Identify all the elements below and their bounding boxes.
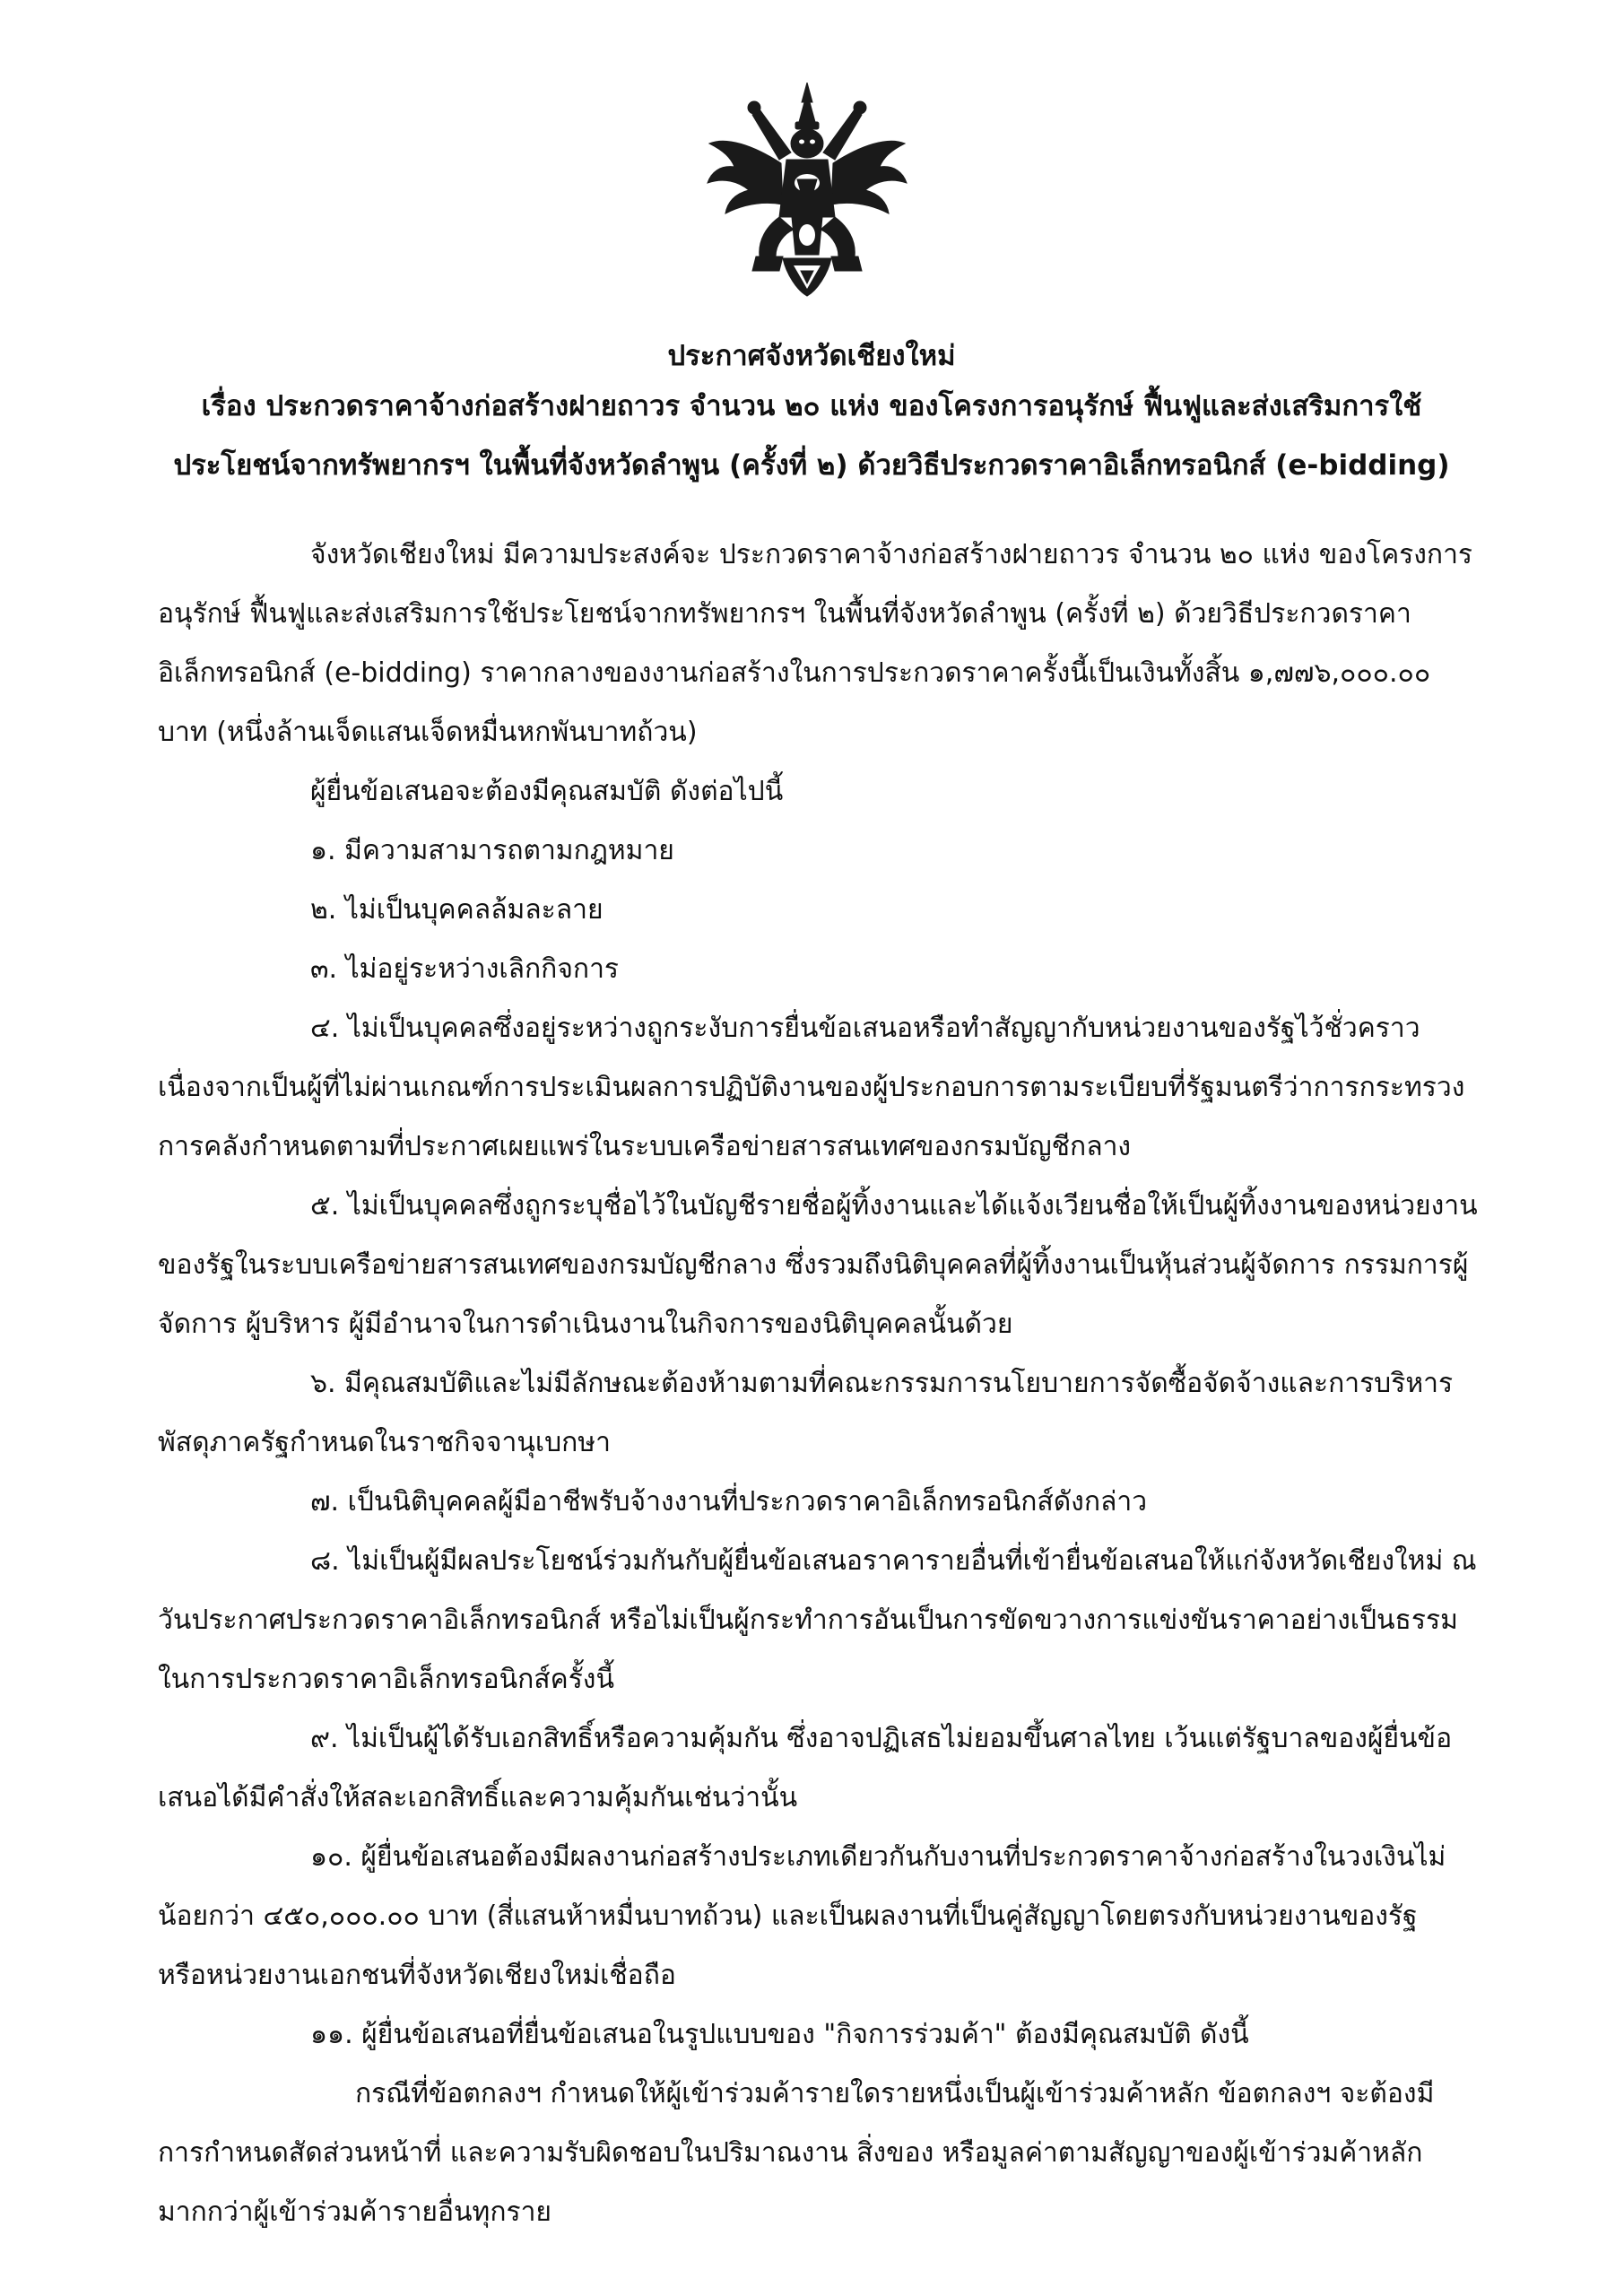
intro-paragraph-line: บาท (หนึ่งล้านเจ็ดแสนเจ็ดหมื่นหกพันบาทถ้วน): [158, 717, 698, 748]
qualification-item-11: ๑๑. ผู้ยื่นข้อเสนอที่ยื่นข้อเสนอในรูปแบบของ "กิจการร่วมค้า" ต้องมีคุณสมบัติ ดังนี้: [310, 2019, 1249, 2050]
garuda-emblem-icon: [704, 83, 910, 298]
qualification-item-10-cont: หรือหน่วยงานเอกชนที่จังหวัดเชียงใหม่เชื่อถือ: [158, 1960, 676, 1991]
qualification-item-8-cont: ในการประกวดราคาอิเล็กทรอนิกส์ครั้งนี้: [158, 1664, 614, 1695]
joint-venture-paragraph-cont: การกำหนดสัดส่วนหน้าที่ และความรับผิดชอบในปริมาณงาน สิ่งของ หรือมูลค่าตามสัญญาของผู้เข้าร่วมค้าหลัก: [158, 2137, 1423, 2169]
qualification-item-9: ๙. ไม่เป็นผู้ได้รับเอกสิทธิ์หรือความคุ้มกัน ซึ่งอาจปฏิเสธไม่ยอมขึ้นศาลไทย เว้นแต่รัฐบาลของผู้ยื่นข้อ: [310, 1723, 1453, 1754]
intro-paragraph-line: จังหวัดเชียงใหม่ มีความประสงค์จะ ประกวดราคาจ้างก่อสร้างฝายถาวร จำนวน ๒๐ แห่ง ของโครงการ: [310, 539, 1473, 570]
subject-line-1: เรื่อง ประกวดราคาจ้างก่อสร้างฝายถาวร จำนวน ๒๐ แห่ง ของโครงการอนุรักษ์ ฟื้นฟูและส่งเสริมการใช้: [201, 390, 1422, 422]
qualification-item-8-cont: วันประกาศประกวดราคาอิเล็กทรอนิกส์ หรือไม่เป็นผู้กระทำการอันเป็นการขัดขวางการแข่งขันราคาอย่างเป็นธรรม: [158, 1605, 1458, 1636]
qualification-item-9-cont: เสนอได้มีคำสั่งให้สละเอกสิทธิ์และความคุ้มกันเช่นว่านั้น: [158, 1782, 798, 1813]
subject-line-2: ประโยชน์จากทรัพยากรฯ ในพื้นที่จังหวัดลำพูน (ครั้งที่ ๒) ด้วยวิธีประกวดราคาอิเล็กทรอนิกส์ (e-bidding): [173, 449, 1450, 482]
qualification-item-5-cont: ของรัฐในระบบเครือข่ายสารสนเทศของกรมบัญชีกลาง ซึ่งรวมถึงนิติบุคคลที่ผู้ทิ้งงานเป็นหุ้นส่วนผู้จัดการ กรรมการผู้: [158, 1249, 1469, 1281]
joint-venture-paragraph-cont: มากกว่าผู้เข้าร่วมค้ารายอื่นทุกราย: [158, 2196, 552, 2228]
qualification-item-1: ๑. มีความสามารถตามกฎหมาย: [310, 835, 674, 866]
qualification-item-10: ๑๐. ผู้ยื่นข้อเสนอต้องมีผลงานก่อสร้างประเภทเดียวกันกับงานที่ประกวดราคาจ้างก่อสร้างในวงเงินไม่: [310, 1841, 1446, 1873]
qualification-item-4-cont: การคลังกำหนดตามที่ประกาศเผยแพร่ในระบบเครือข่ายสารสนเทศของกรมบัญชีกลาง: [158, 1131, 1132, 1162]
qualification-item-3: ๓. ไม่อยู่ระหว่างเลิกกิจการ: [310, 953, 620, 985]
joint-venture-paragraph: กรณีที่ข้อตกลงฯ กำหนดให้ผู้เข้าร่วมค้ารายใดรายหนึ่งเป็นผู้เข้าร่วมค้าหลัก ข้อตกลงฯ จะต้องมี: [355, 2078, 1435, 2109]
document-body: [158, 526, 1478, 2242]
qualification-item-2: ๒. ไม่เป็นบุคคลล้มละลาย: [310, 894, 604, 926]
qualification-item-10-cont: น้อยกว่า ๔๕๐,๐๐๐.๐๐ บาท (สี่แสนห้าหมื่นบาทถ้วน) และเป็นผลงานที่เป็นคู่สัญญาโดยตรงกับหน่วยงานของรัฐ: [158, 1900, 1418, 1932]
intro-paragraph-line: อนุรักษ์ ฟื้นฟูและส่งเสริมการใช้ประโยชน์จากทรัพยากรฯ ในพื้นที่จังหวัดลำพูน (ครั้งที่ ๒) ด้วยวิธีประกวดราคา: [158, 598, 1411, 630]
qualification-item-5: ๕. ไม่เป็นบุคคลซึ่งถูกระบุชื่อไว้ในบัญชีรายชื่อผู้ทิ้งงานและได้แจ้งเวียนชื่อให้เป็นผู้ทิ้งงานของหน่วยงาน: [310, 1190, 1478, 1222]
qualification-item-6: ๖. มีคุณสมบัติและไม่มีลักษณะต้องห้ามตามที่คณะกรรมการนโยบายการจัดซื้อจัดจ้างและการบริหาร: [310, 1368, 1454, 1399]
intro-paragraph-line: อิเล็กทรอนิกส์ (e-bidding) ราคากลางของงานก่อสร้างในการประกวดราคาครั้งนี้เป็นเงินทั้งสิ้น ๑,๗๗๖,๐๐๐.๐๐: [158, 657, 1431, 689]
qualification-item-4-cont: เนื่องจากเป็นผู้ที่ไม่ผ่านเกณฑ์การประเมินผลการปฏิบัติงานของผู้ประกอบการตามระเบียบที่รัฐมนตรีว่าการกระทรวง: [158, 1072, 1465, 1103]
qualification-item-8: ๘. ไม่เป็นผู้มีผลประโยชน์ร่วมกันกับผู้ยื่นข้อเสนอราคารายอื่นที่เข้ายื่นข้อเสนอให้แก่จังหวัดเชียงใหม่ ณ: [310, 1545, 1477, 1577]
announcement-title: ประกาศจังหวัดเชียงใหม่: [667, 340, 956, 372]
qualification-item-7: ๗. เป็นนิติบุคคลผู้มีอาชีพรับจ้างงานที่ประกวดราคาอิเล็กทรอนิกส์ดังกล่าว: [310, 1486, 1148, 1518]
qualification-item-6-cont: พัสดุภาครัฐกำหนดในราชกิจจานุเบกษา: [158, 1427, 611, 1458]
qualification-item-5-cont: จัดการ ผู้บริหาร ผู้มีอำนาจในการดำเนินงานในกิจการของนิติบุคคลนั้นด้วย: [158, 1309, 1013, 1340]
qualifications-heading: ผู้ยื่นข้อเสนอจะต้องมีคุณสมบัติ ดังต่อไปนี้: [310, 776, 784, 807]
qualification-item-4: ๔. ไม่เป็นบุคคลซึ่งอยู่ระหว่างถูกระงับการยื่นข้อเสนอหรือทำสัญญากับหน่วยงานของรัฐไว้ชั่วคราว: [310, 1013, 1420, 1044]
